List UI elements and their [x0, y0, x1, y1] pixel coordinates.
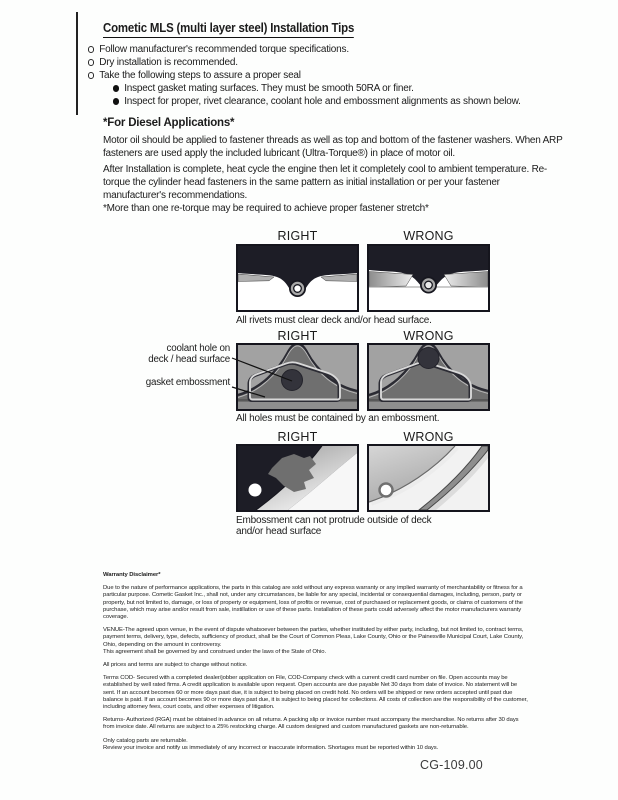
coolant-hole-icon	[282, 370, 303, 391]
warranty-paragraph-returns: Returns- Authorized (RGA) must be obtained in advance on all returns. A packing slip or invoice number must accompany the merchandise. No returns after 30 days from invoice date. All returns are subject to a 25% restocking charge. All custom designed and custom manufactured gaskets are non-returnable.	[103, 717, 519, 731]
fig2-right-label: RIGHT	[277, 329, 318, 343]
warranty-paragraph-review: Review your invoice and notify us immediately of any incorrect or inaccurate information. Shortages must be reported within 10 days.	[103, 744, 439, 751]
page-title: Cometic MLS (multi layer steel) Installation Tips	[103, 20, 354, 38]
fig3-wrong-diagram	[367, 444, 490, 512]
coolant-hole-icon	[418, 348, 439, 369]
list-item-text: Follow manufacturer's recommended torque specifications.	[99, 44, 349, 55]
sub-list-item	[113, 82, 568, 95]
fig3-right-label: RIGHT	[277, 430, 318, 444]
list-item	[88, 56, 568, 69]
bolt-hole-icon	[380, 484, 393, 497]
left-margin-rule	[76, 12, 78, 115]
warranty-paragraph-governed: This agreement shall be governed by and construed under the laws of the State of Ohio.	[103, 648, 326, 655]
callout-line-1: coolant hole on	[166, 343, 230, 354]
callout-line-2: deck / head surface	[148, 353, 230, 365]
warranty-paragraph-prices: All prices and terms are subject to change without notice.	[103, 662, 248, 669]
fig1-caption: All rivets must clear deck and/or head surface.	[236, 315, 432, 326]
fig1-right-diagram	[236, 244, 359, 312]
list-item	[88, 69, 568, 82]
embossment-right-drawing	[238, 345, 357, 409]
rivet-wrong-drawing	[369, 246, 488, 310]
fig3-caption-line-1: Embossment can not protrude outside of deck	[236, 515, 432, 526]
fig2-right-diagram	[236, 343, 359, 411]
fig3-caption-line-2: and/or head surface	[236, 526, 322, 537]
warranty-paragraph-catalog: Only catalog parts are returnable.	[103, 737, 188, 744]
fig2-caption: All holes must be contained by an embossment.	[236, 413, 440, 424]
deck-band-right	[444, 272, 488, 288]
embossment-wrong-drawing	[369, 345, 488, 409]
bolt-hole-icon	[249, 484, 262, 497]
fig3-caption	[236, 515, 506, 537]
open-bullet-icon	[88, 59, 94, 65]
filled-bullet-icon	[113, 85, 119, 91]
fig3-wrong-label: WRONG	[403, 430, 454, 444]
warranty-section	[103, 572, 531, 758]
diesel-paragraph-1: Motor oil should be applied to fastener threads as well as top and bottom of the fastener washers. When ARP fasteners are used apply the included lubricant (Ultra-Torque®) in place of motor oil.	[103, 135, 563, 159]
deck-strip-light	[369, 402, 488, 409]
list-item-text: Take the following steps to assure a proper seal	[99, 70, 301, 81]
list-item-text: Inspect gasket mating surfaces. They must be smooth 50RA or finer.	[124, 83, 414, 94]
open-bullet-icon	[88, 46, 94, 52]
deck-band-left	[369, 272, 413, 288]
fig1-right-label: RIGHT	[277, 229, 318, 243]
warranty-paragraph-terms: Terms COD- Secured with a completed dealer/jobber application on File, COD-Company check with a current credit card number on file. Open accounts may be established by well rated firms. A credit application is available upon request. Open accounts are due payable Net 30 days from date of invoice. No statement will be sent. If an account becomes 60 or more days past due, it is subject to being placed on credit hold. No orders will be shipped or new orders accepted until past due balance is paid. If an account becomes 90 or more days past due, it is subject to being placed for collections. All costs of collection are the responsibility of the customer, including attorney fees, court costs, and other expenses of litigation.	[103, 675, 528, 711]
page-code: CG-109.00	[420, 758, 483, 772]
fig2-wrong-diagram	[367, 343, 490, 411]
diesel-section-heading: *For Diesel Applications*	[103, 117, 235, 129]
installation-tips-list	[88, 43, 568, 108]
rivet-center	[294, 285, 302, 293]
rivet-right-drawing	[238, 246, 357, 310]
list-item-text: Dry installation is recommended.	[99, 57, 238, 68]
retorque-note: *More than one re-torque may be required to achieve proper fastener stretch*	[103, 203, 429, 214]
gasket-embossment-callout: gasket embossment	[145, 377, 230, 388]
fig1-wrong-label: WRONG	[403, 229, 454, 243]
coolant-hole-callout	[95, 344, 230, 365]
list-item-text: Inspect for proper, rivet clearance, coolant hole and embossment alignments as shown below.	[124, 96, 521, 107]
protrusion-right-drawing	[238, 446, 357, 510]
diesel-paragraph-2: After Installation is complete, heat cycle the engine then let it completely cool to ambient temperature. Re-torque the cylinder head fasteners in the same pattern as initial installation or per your fastener manufacturer's recommendations.	[103, 164, 548, 201]
deck-strip-light	[238, 402, 357, 409]
filled-bullet-icon	[113, 98, 119, 104]
warranty-paragraph-venue: VENUE-The agreed upon venue, in the event of dispute whatsoever between the parties, whether instituted by either party, including, but not limited to, contract terms, payment terms, delivery, type, defects, sufficiency of product, shall be the Court of Common Pleas, Lake County, Ohio or the Painesville Municipal Court, Lake County, Ohio, depending on the amount in controversy.	[103, 627, 524, 648]
warranty-paragraph-due: Due to the nature of performance applications, the parts in this catalog are sold without any express warranty or any implied warranty of merchantability or fitness for a particular purpose. Cometic Gasket Inc., shall not, under any circumstances, be liable for any special, incidental or consequential damages, including, person, party or property, but not limited to, damage, or loss of property or equipment, loss of profits or revenue, cost of purchased or replacement goods, or claims of customers of the purchase, which may arise and/or result from sale, instillation or use of these parts. Installation of these parts could adversely affect the motor manufacturers warranty coverage.	[103, 585, 523, 621]
protrusion-wrong-drawing	[369, 446, 488, 510]
fig2-wrong-label: WRONG	[403, 329, 454, 343]
fig1-wrong-diagram	[367, 244, 490, 312]
open-bullet-icon	[88, 72, 94, 78]
list-item	[88, 43, 568, 56]
warranty-heading: Warranty Disclaimer*	[103, 572, 161, 578]
fig3-right-diagram	[236, 444, 359, 512]
rivet-center	[425, 281, 433, 289]
sub-list-item	[113, 95, 568, 108]
